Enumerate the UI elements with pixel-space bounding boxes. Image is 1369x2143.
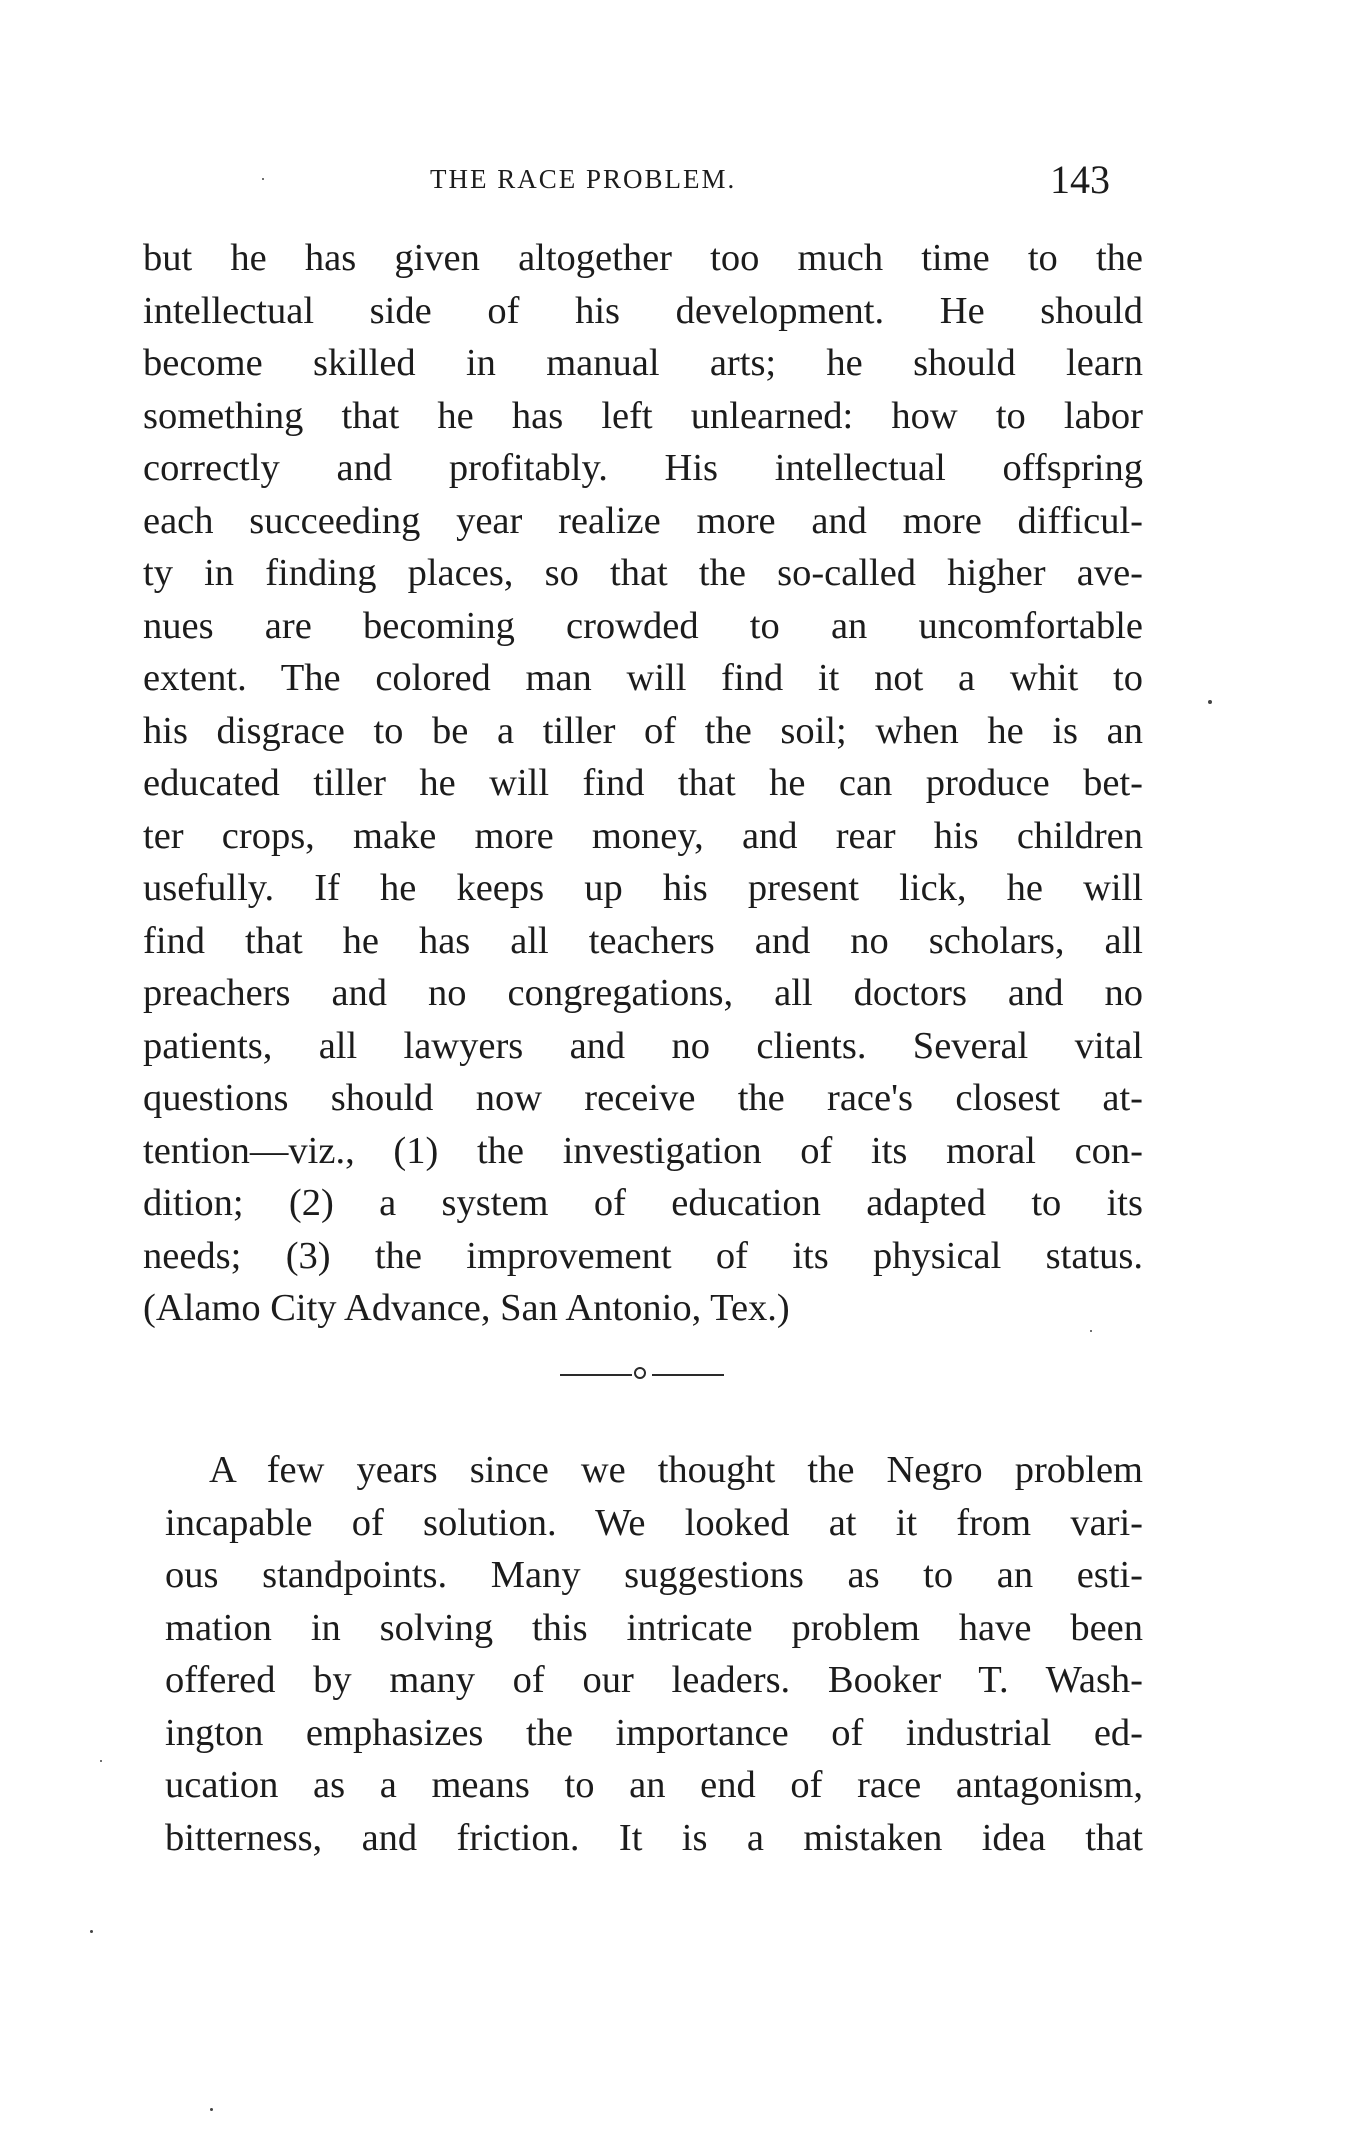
text-line-indented: A few years since we thought the Negro problem bbox=[209, 1449, 1143, 1491]
paragraph-1 bbox=[143, 232, 1143, 1335]
text-line: incapable of solution. We looked at it from vari- bbox=[165, 1501, 1143, 1544]
paper-speck bbox=[262, 178, 264, 180]
text-line: ter crops, make more money, and rear his children bbox=[143, 814, 1143, 857]
text-line: tention—viz., (1) the investigation of its moral con- bbox=[143, 1129, 1143, 1172]
paper-speck bbox=[210, 2108, 213, 2111]
text-line: patients, all lawyers and no clients. Several vital bbox=[143, 1024, 1143, 1067]
text-line: ington emphasizes the importance of industrial ed- bbox=[165, 1711, 1143, 1754]
text-line: each succeeding year realize more and more difficul- bbox=[143, 499, 1143, 542]
separator-rule-right bbox=[652, 1374, 724, 1376]
text-line: find that he has all teachers and no scholars, all bbox=[143, 919, 1143, 962]
text-line-last: (Alamo City Advance, San Antonio, Tex.) bbox=[143, 1287, 790, 1329]
text-line: intellectual side of his development. He should bbox=[143, 289, 1143, 332]
text-line: become skilled in manual arts; he should learn bbox=[143, 342, 1143, 384]
paper-speck bbox=[90, 1930, 93, 1933]
text-line: correctly and profitably. His intellectual offspring bbox=[143, 447, 1143, 489]
text-line: mation in solving this intricate problem have been bbox=[165, 1606, 1143, 1649]
text-line: preachers and no congregations, all doctors and no bbox=[143, 972, 1143, 1014]
text-line: usefully. If he keeps up his present lick, he will bbox=[143, 867, 1143, 909]
paper-speck bbox=[1208, 700, 1212, 704]
text-line: ty in finding places, so that the so-called higher ave- bbox=[143, 552, 1143, 594]
separator-rule-left bbox=[560, 1374, 632, 1376]
running-head bbox=[140, 158, 1140, 208]
text-line: offered by many of our leaders. Booker T. Wash- bbox=[165, 1659, 1143, 1701]
text-line: his disgrace to be a tiller of the soil; when he is an bbox=[143, 709, 1143, 752]
separator-ornament bbox=[634, 1367, 646, 1379]
text-line: extent. The colored man will find it not a whit to bbox=[143, 657, 1143, 699]
paper-speck bbox=[1090, 1330, 1092, 1332]
paragraph-2 bbox=[143, 1444, 1143, 1864]
running-title: THE RACE PROBLEM. bbox=[430, 164, 737, 194]
text-line: something that he has left unlearned: how to labor bbox=[143, 394, 1143, 437]
text-line: ous standpoints. Many suggestions as to an esti- bbox=[165, 1554, 1143, 1596]
page-number: 143 bbox=[1050, 157, 1110, 202]
text-line: nues are becoming crowded to an uncomfortable bbox=[143, 604, 1143, 647]
text-line: ucation as a means to an end of race antagonism, bbox=[165, 1764, 1143, 1806]
text-line: but he has given altogether too much time to the bbox=[143, 237, 1143, 279]
section-separator bbox=[560, 1364, 740, 1384]
text-line: educated tiller he will find that he can produce bet- bbox=[143, 762, 1143, 804]
text-line: questions should now receive the race's closest at- bbox=[143, 1077, 1143, 1119]
text-line: needs; (3) the improvement of its physical status. bbox=[143, 1234, 1143, 1277]
text-line: dition; (2) a system of education adapted to its bbox=[143, 1182, 1143, 1224]
text-line: bitterness, and friction. It is a mistaken idea that bbox=[165, 1816, 1143, 1859]
paper-speck bbox=[100, 1760, 102, 1762]
